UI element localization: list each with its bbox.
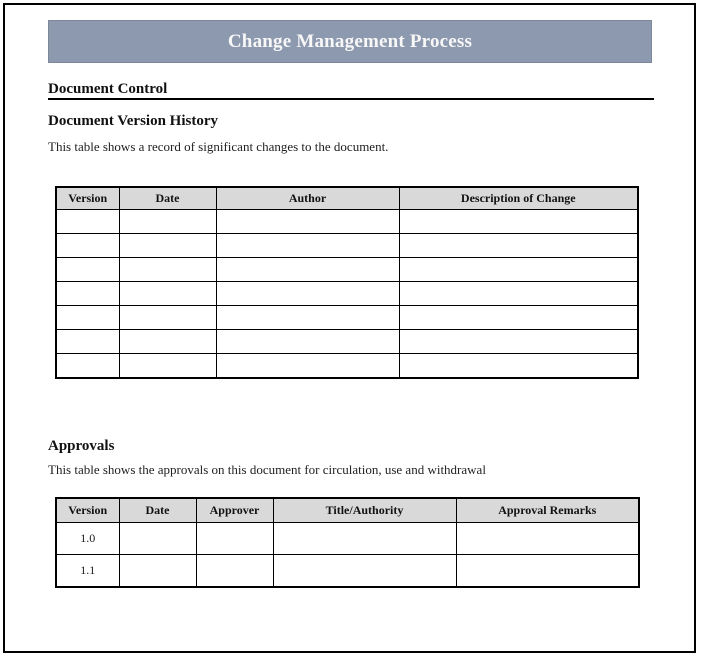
table-cell [216, 354, 399, 379]
table-cell [119, 354, 216, 379]
column-header: Version [56, 498, 119, 523]
table-row [56, 330, 638, 354]
table-cell [399, 282, 638, 306]
table-cell [119, 282, 216, 306]
column-header: Approver [196, 498, 273, 523]
column-header: Version [56, 187, 119, 210]
heading-version-history: Document Version History [48, 113, 218, 129]
table-cell [399, 258, 638, 282]
table-cell [456, 555, 639, 588]
table-cell [399, 210, 638, 234]
heading-document-control: Document Control [48, 81, 168, 97]
heading-approvals: Approvals [48, 438, 115, 454]
approvals-table [55, 497, 640, 588]
column-header: Approval Remarks [456, 498, 639, 523]
table-cell [399, 354, 638, 379]
table-row [56, 234, 638, 258]
table-cell [216, 210, 399, 234]
table-cell [216, 258, 399, 282]
title-banner [48, 20, 652, 63]
table-cell [56, 354, 119, 379]
table-cell [56, 330, 119, 354]
table-cell: 1.1 [56, 555, 119, 588]
column-header: Author [216, 187, 399, 210]
table-row [56, 306, 638, 330]
version-history-table [55, 186, 639, 379]
table-row [56, 354, 638, 379]
table-cell: 1.0 [56, 523, 119, 555]
column-header: Title/Authority [273, 498, 456, 523]
column-header: Date [119, 498, 196, 523]
table-cell [399, 306, 638, 330]
table-row [56, 523, 639, 555]
table-cell [56, 306, 119, 330]
column-header: Description of Change [399, 187, 638, 210]
table-cell [119, 523, 196, 555]
table-cell [119, 210, 216, 234]
table-cell [119, 306, 216, 330]
table-cell [216, 282, 399, 306]
table-cell [456, 523, 639, 555]
table-cell [56, 258, 119, 282]
table-cell [216, 330, 399, 354]
table-cell [119, 330, 216, 354]
page-title: Change Management Process [227, 30, 473, 52]
table-cell [119, 234, 216, 258]
table-header-row [56, 187, 638, 210]
table-cell [196, 523, 273, 555]
table-cell [399, 234, 638, 258]
table-row [56, 555, 639, 588]
table-cell [216, 306, 399, 330]
table-cell [119, 258, 216, 282]
table-cell [216, 234, 399, 258]
table-cell [56, 234, 119, 258]
table-row [56, 282, 638, 306]
table-cell [56, 210, 119, 234]
table-cell [273, 523, 456, 555]
approvals-description: This table shows the approvals on this document for circulation, use and withdrawal [48, 462, 486, 477]
column-header: Date [119, 187, 216, 210]
section-divider [48, 98, 654, 100]
table-row [56, 210, 638, 234]
table-cell [399, 330, 638, 354]
table-cell [196, 555, 273, 588]
table-row [56, 258, 638, 282]
table-cell [119, 555, 196, 588]
table-cell [273, 555, 456, 588]
version-history-description: This table shows a record of significant changes to the document. [48, 139, 389, 154]
document-page [3, 3, 696, 653]
table-cell [56, 282, 119, 306]
table-header-row [56, 498, 639, 523]
